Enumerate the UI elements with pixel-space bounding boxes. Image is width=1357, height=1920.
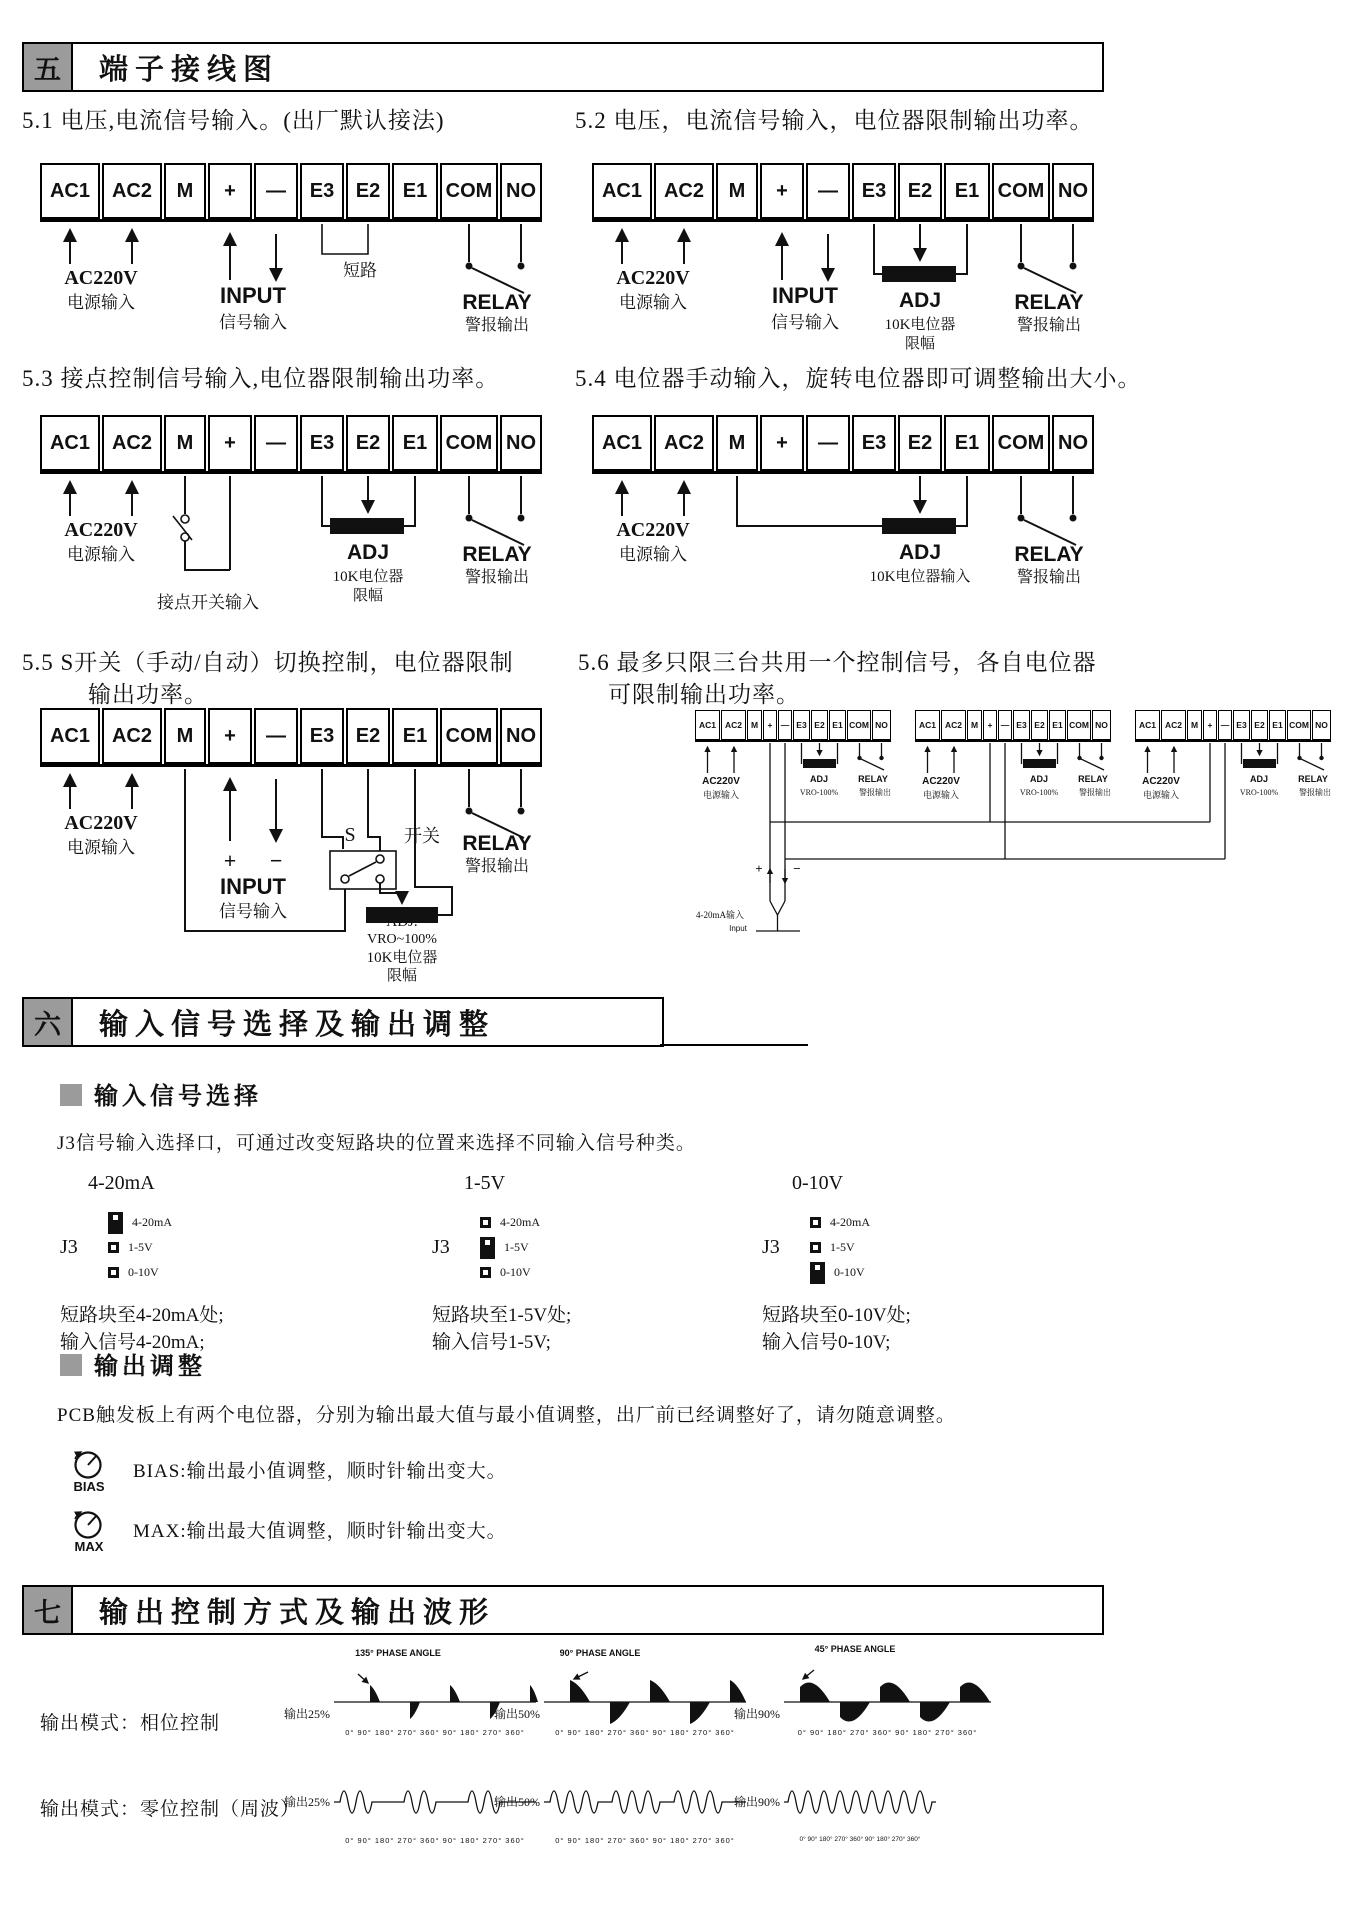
terminal-cell: AC1 [695, 710, 720, 740]
caption-5-6-line1: 5.6 最多只限三台共用一个控制信号，各自电位器 [578, 650, 1097, 675]
label-ac220v: AC220V [616, 267, 690, 289]
caption-5-3: 5.3 接点控制信号输入,电位器限制输出功率。 [22, 366, 500, 391]
section6-header [22, 997, 664, 1047]
terminal-cell: — [806, 415, 850, 471]
jumper-row [810, 1210, 870, 1235]
label-relay: RELAY [858, 774, 888, 784]
output-percent-label: 输出90% [734, 1707, 780, 1721]
label-alarm-out: 警报输出 [1299, 788, 1331, 797]
diagram-5-2 [592, 163, 1112, 383]
max-knob-label: MAX [74, 1539, 104, 1554]
terminal-cell: COM [440, 708, 498, 764]
bias-knob-icon [70, 1446, 108, 1480]
jumper-row [810, 1260, 870, 1285]
label-alarm-out: 警报输出 [1079, 788, 1111, 797]
label-power-in: 电源输入 [619, 293, 687, 312]
terminal-cell: + [983, 710, 997, 740]
label-signal-in: 信号输入 [219, 902, 287, 921]
label-alarm-out: 警报输出 [859, 788, 891, 797]
jumper-pin-icon [108, 1242, 119, 1253]
jumper-col-4-20ma [60, 1172, 410, 1372]
terminal-cell: COM [440, 415, 498, 471]
terminal-cell: COM [847, 710, 871, 740]
label-adj: ADJ [1249, 774, 1269, 784]
axis-ticks: 0° 90° 180° 270° 360° 90° 180° 270° 360° [555, 1836, 735, 1845]
label-power-in: 电源输入 [1142, 790, 1180, 800]
zero-wave-50 [540, 1772, 750, 1832]
zero-wave-90 [780, 1772, 940, 1832]
label-pot-10k: 10K电位器 [366, 950, 438, 966]
terminal-cell: + [760, 415, 804, 471]
label-switch: 开关 [404, 826, 440, 846]
label-relay: RELAY [462, 291, 532, 314]
terminal-cell: E3 [300, 163, 344, 219]
label-adj: ADJ [898, 289, 942, 312]
square-bullet [60, 1354, 82, 1376]
subsection-output-adjust: 输出调整 [94, 1353, 206, 1380]
label-power-in: 电源输入 [922, 790, 960, 800]
terminal-cell: + [208, 708, 252, 764]
label-contact-switch: 接点开关输入 [157, 593, 259, 612]
terminal-cell: E2 [346, 163, 390, 219]
label-alarm-out: 警报输出 [1016, 569, 1082, 586]
diagram-5-4 [592, 415, 1112, 635]
jumper-pin-icon [108, 1267, 119, 1278]
jumper-option: 0-10V [128, 1265, 159, 1279]
jumper-row [108, 1210, 172, 1235]
mini-terminal-strip-1 [695, 710, 891, 742]
terminal-cell: — [254, 415, 298, 471]
paragraph-j3: J3信号输入选择口，可通过改变短路块的位置来选择不同输入信号种类。 [57, 1133, 696, 1154]
output-percent-label: 输出25% [284, 1795, 330, 1809]
terminal-cell: E2 [346, 415, 390, 471]
caption-5-5-line1: 5.5 S开关（手动/自动）切换控制，电位器限制 [22, 650, 514, 675]
terminal-cell: COM [1287, 710, 1311, 740]
jumper-caption-1: 短路块至1-5V处; [432, 1305, 572, 1326]
axis-ticks: 0° 90° 180° 270° 360° 90° 180° 270° 360° [799, 1836, 921, 1843]
terminal-cell: + [1203, 710, 1217, 740]
terminal-cell: AC2 [102, 708, 162, 764]
caption-5-4: 5.4 电位器手动输入，旋转电位器即可调整输出大小。 [575, 366, 1142, 391]
terminal-cell: — [1218, 710, 1232, 740]
subsection-input-select: 输入信号选择 [94, 1083, 262, 1110]
terminal-cell: E2 [898, 163, 942, 219]
phase-wave-90 [780, 1664, 995, 1736]
jumper-option: 1-5V [830, 1240, 855, 1254]
label-alarm-out: 警报输出 [1016, 317, 1082, 334]
section5-number: 五 [24, 44, 73, 90]
jumper-header: 1-5V [464, 1172, 506, 1194]
label-input-en: Input [729, 924, 747, 933]
jumper-row [480, 1210, 540, 1235]
terminal-cell: AC1 [40, 163, 100, 219]
label-short: 短路 [343, 261, 377, 280]
output-percent-label: 输出90% [734, 1795, 780, 1809]
label-alarm-out: 警报输出 [464, 317, 530, 334]
terminal-cell: + [208, 415, 252, 471]
terminal-cell: AC2 [654, 415, 714, 471]
terminal-cell: M [1187, 710, 1202, 740]
label-ac220v: AC220V [1142, 776, 1180, 787]
section5-header [22, 42, 1104, 92]
jumper-header: 0-10V [792, 1172, 844, 1194]
label-power-in: 电源输入 [67, 293, 135, 312]
section6-title: 输入信号选择及输出调整 [99, 1008, 496, 1041]
header-extension-line [660, 1044, 808, 1046]
label-relay: RELAY [1078, 774, 1108, 784]
terminal-cell: E1 [1049, 710, 1066, 740]
phase-angle-label: 45° PHASE ANGLE [814, 1644, 896, 1654]
label-signal-in: 信号输入 [771, 313, 839, 332]
phase-wave-50 [540, 1664, 750, 1736]
jumper-option: 1-5V [128, 1240, 153, 1254]
label-plus: + [223, 848, 237, 873]
terminal-cell: COM [992, 415, 1050, 471]
bias-knob-label: BIAS [73, 1479, 105, 1494]
label-relay: RELAY [1014, 291, 1084, 314]
label-alarm-out: 警报输出 [464, 858, 530, 875]
terminal-cell: AC2 [654, 163, 714, 219]
phase-wave-25 [330, 1664, 540, 1736]
section7-header [22, 1585, 1104, 1635]
jumper-option: 0-10V [834, 1265, 865, 1279]
terminal-cell: M [164, 708, 206, 764]
terminal-cell: NO [1052, 415, 1094, 471]
label-adj-dot: ADJ. [386, 914, 418, 930]
terminal-cell: NO [1312, 710, 1331, 740]
terminal-cell: + [763, 710, 777, 740]
label-ac220v: AC220V [702, 776, 740, 787]
terminal-cell: — [998, 710, 1012, 740]
label-adj: ADJ [809, 774, 829, 784]
label-vro: VRO~100% [367, 932, 437, 947]
terminal-cell: NO [872, 710, 891, 740]
jumper-caption-2: 输入信号1-5V; [432, 1332, 551, 1353]
terminal-cell: E1 [392, 708, 438, 764]
label-power-in: 电源输入 [67, 545, 135, 564]
terminal-cell: E2 [898, 415, 942, 471]
terminal-strip [592, 415, 1094, 474]
terminal-strip [592, 163, 1094, 222]
diagram-5-3 [40, 415, 560, 645]
terminal-cell: AC2 [102, 415, 162, 471]
terminal-cell: AC2 [941, 710, 966, 740]
terminal-cell: E1 [944, 415, 990, 471]
label-relay: RELAY [1014, 543, 1084, 566]
jumper-col-1-5v [432, 1172, 782, 1372]
terminal-strip [40, 163, 542, 222]
label-limit: 限幅 [904, 336, 936, 352]
label-adj: ADJ [1029, 774, 1049, 784]
label-pot-10k: 10K电位器 [884, 317, 956, 333]
caption-5-6-line2: 可限制输出功率。 [608, 682, 800, 707]
label-ac220v: AC220V [616, 519, 690, 541]
terminal-cell: E3 [300, 708, 344, 764]
jumper-graphic [480, 1210, 540, 1285]
terminal-cell: M [716, 415, 758, 471]
bias-text: BIAS:输出最小值调整，顺时针输出变大。 [133, 1461, 507, 1482]
terminal-cell: AC1 [40, 708, 100, 764]
label-adj: ADJ [898, 541, 942, 564]
mode-phase-label: 输出模式：相位控制 [40, 1713, 221, 1734]
jumper-option: 1-5V [504, 1240, 529, 1254]
terminal-cell: NO [500, 708, 542, 764]
label-limit: 限幅 [352, 588, 384, 604]
label-ac220v: AC220V [922, 776, 960, 787]
terminal-cell: E3 [1013, 710, 1030, 740]
terminal-cell: E2 [1251, 710, 1268, 740]
label-vro: VRO-100% [1019, 788, 1059, 797]
terminal-cell: + [760, 163, 804, 219]
terminal-cell: — [254, 708, 298, 764]
label-alarm-out: 警报输出 [464, 569, 530, 586]
terminal-cell: AC2 [1161, 710, 1186, 740]
jumper-row [810, 1235, 870, 1260]
caption-5-5-line2: 输出功率。 [88, 682, 208, 707]
jumper-pin-icon [810, 1217, 821, 1228]
mini-terminal-strip-2 [915, 710, 1111, 742]
terminal-cell: + [208, 163, 252, 219]
output-percent-label: 输出25% [284, 1707, 330, 1721]
label-limit: 限幅 [386, 968, 418, 984]
axis-ticks: 0° 90° 180° 270° 360° 90° 180° 270° 360° [555, 1728, 735, 1737]
label-relay: RELAY [462, 832, 532, 855]
axis-ticks: 0° 90° 180° 270° 360° 90° 180° 270° 360° [345, 1728, 525, 1737]
jumper-row [108, 1260, 172, 1285]
terminal-cell: — [778, 710, 792, 740]
terminal-strip [40, 415, 542, 474]
terminal-cell: AC1 [592, 415, 652, 471]
section7-title: 输出控制方式及输出波形 [99, 1596, 496, 1629]
jumper-cap-icon [810, 1262, 825, 1284]
terminal-cell: COM [992, 163, 1050, 219]
label-vro: VRO-100% [1239, 788, 1279, 797]
terminal-cell: AC2 [721, 710, 746, 740]
jumper-pin-icon [480, 1217, 491, 1228]
terminal-cell: E1 [829, 710, 846, 740]
label-pot-input: 10K电位器输入 [869, 569, 971, 585]
mini-terminal-strip-3 [1135, 710, 1331, 742]
label-420ma-input: 4-20mA输入 [696, 910, 744, 920]
diagram-5-1 [40, 163, 560, 363]
jumper-cap-icon [480, 1237, 495, 1259]
terminal-cell: E3 [793, 710, 810, 740]
max-text: MAX:输出最大值调整，顺时针输出变大。 [133, 1521, 507, 1542]
jumper-caption-1: 短路块至0-10V处; [762, 1305, 911, 1326]
terminal-cell: AC1 [40, 415, 100, 471]
terminal-cell: M [967, 710, 982, 740]
terminal-cell: AC1 [1135, 710, 1160, 740]
jumper-option: 4-20mA [830, 1215, 870, 1229]
jumper-caption-1: 短路块至4-20mA处; [60, 1305, 224, 1326]
label-relay: RELAY [462, 543, 532, 566]
axis-ticks: 0° 90° 180° 270° 360° 90° 180° 270° 360° [345, 1836, 525, 1845]
terminal-cell: E1 [392, 163, 438, 219]
output-percent-label: 输出50% [494, 1707, 540, 1721]
jumper-graphic [108, 1210, 172, 1285]
diagram-5-5 [40, 708, 560, 998]
label-adj: ADJ [346, 541, 390, 564]
label-power-in: 电源输入 [619, 545, 687, 564]
terminal-cell: E3 [852, 163, 896, 219]
terminal-cell: E1 [392, 415, 438, 471]
label-s-switch: S [344, 824, 356, 846]
jumper-caption-2: 输入信号0-10V; [762, 1332, 891, 1353]
phase-angle-label: 90° PHASE ANGLE [559, 1648, 641, 1658]
label-vro: VRO-100% [799, 788, 839, 797]
label-ac220v: AC220V [64, 267, 138, 289]
jumper-col-0-10v [762, 1172, 1112, 1372]
jumper-pin-icon [810, 1242, 821, 1253]
section7-number: 七 [24, 1587, 73, 1633]
terminal-cell: E2 [811, 710, 828, 740]
jumper-row [108, 1235, 172, 1260]
label-relay: RELAY [1298, 774, 1328, 784]
j3-label: J3 [60, 1236, 78, 1258]
jumper-option: 0-10V [500, 1265, 531, 1279]
section5-title: 端子接线图 [99, 53, 280, 86]
terminal-cell: AC2 [102, 163, 162, 219]
label-plus: + [755, 861, 763, 876]
terminal-cell: COM [1067, 710, 1091, 740]
jumper-row [480, 1235, 540, 1260]
terminal-cell: M [747, 710, 762, 740]
jumper-option: 4-20mA [500, 1215, 540, 1229]
terminal-cell: NO [500, 163, 542, 219]
terminal-cell: E3 [300, 415, 344, 471]
section6-number: 六 [24, 999, 73, 1045]
label-signal-in: 信号输入 [219, 313, 287, 332]
square-bullet [60, 1084, 82, 1106]
j3-label: J3 [762, 1236, 780, 1258]
terminal-cell: E2 [1031, 710, 1048, 740]
label-ac220v: AC220V [64, 812, 138, 834]
label-pot-10k: 10K电位器 [332, 569, 404, 585]
paragraph-pcb: PCB触发板上有两个电位器，分别为输出最大值与最小值调整，出厂前已经调整好了，请勿随意调整。 [57, 1405, 956, 1426]
terminal-cell: M [164, 415, 206, 471]
jumper-graphic [810, 1210, 870, 1285]
terminal-cell: COM [440, 163, 498, 219]
jumper-caption-2: 输入信号4-20mA; [60, 1332, 205, 1353]
jumper-row [480, 1260, 540, 1285]
terminal-cell: M [164, 163, 206, 219]
label-minus: − [793, 861, 801, 876]
terminal-cell: NO [1052, 163, 1094, 219]
terminal-cell: AC1 [915, 710, 940, 740]
terminal-cell: E1 [1269, 710, 1286, 740]
label-ac220v: AC220V [64, 519, 138, 541]
phase-angle-label: 135° PHASE ANGLE [355, 1648, 441, 1658]
jumper-pin-icon [480, 1267, 491, 1278]
j3-label: J3 [432, 1236, 450, 1258]
label-input: INPUT [772, 283, 838, 308]
label-power-in: 电源输入 [67, 838, 135, 857]
label-input: INPUT [220, 283, 286, 308]
output-percent-label: 输出50% [494, 1795, 540, 1809]
diagram-5-6 [560, 710, 1350, 980]
terminal-cell: AC1 [592, 163, 652, 219]
max-knob-icon [70, 1506, 108, 1540]
mode-zero-label: 输出模式：零位控制（周波） [40, 1799, 301, 1820]
terminal-cell: NO [1092, 710, 1111, 740]
terminal-cell: E1 [944, 163, 990, 219]
jumper-option: 4-20mA [132, 1215, 172, 1229]
terminal-cell: E3 [852, 415, 896, 471]
label-minus: − [269, 848, 283, 873]
terminal-cell: — [254, 163, 298, 219]
axis-ticks: 0° 90° 180° 270° 360° 90° 180° 270° 360° [797, 1728, 978, 1737]
label-input: INPUT [220, 874, 286, 899]
terminal-strip [40, 708, 542, 767]
jumper-header: 4-20mA [88, 1172, 155, 1194]
terminal-cell: NO [500, 415, 542, 471]
wiring-5-5 [40, 767, 560, 992]
caption-5-1: 5.1 电压,电流信号输入。(出厂默认接法) [22, 108, 445, 133]
jumper-cap-icon [108, 1212, 123, 1234]
terminal-cell: M [716, 163, 758, 219]
label-power-in: 电源输入 [702, 790, 740, 800]
terminal-cell: E3 [1233, 710, 1250, 740]
caption-5-2: 5.2 电压，电流信号输入，电位器限制输出功率。 [575, 108, 1094, 133]
terminal-cell: — [806, 163, 850, 219]
terminal-cell: E2 [346, 708, 390, 764]
